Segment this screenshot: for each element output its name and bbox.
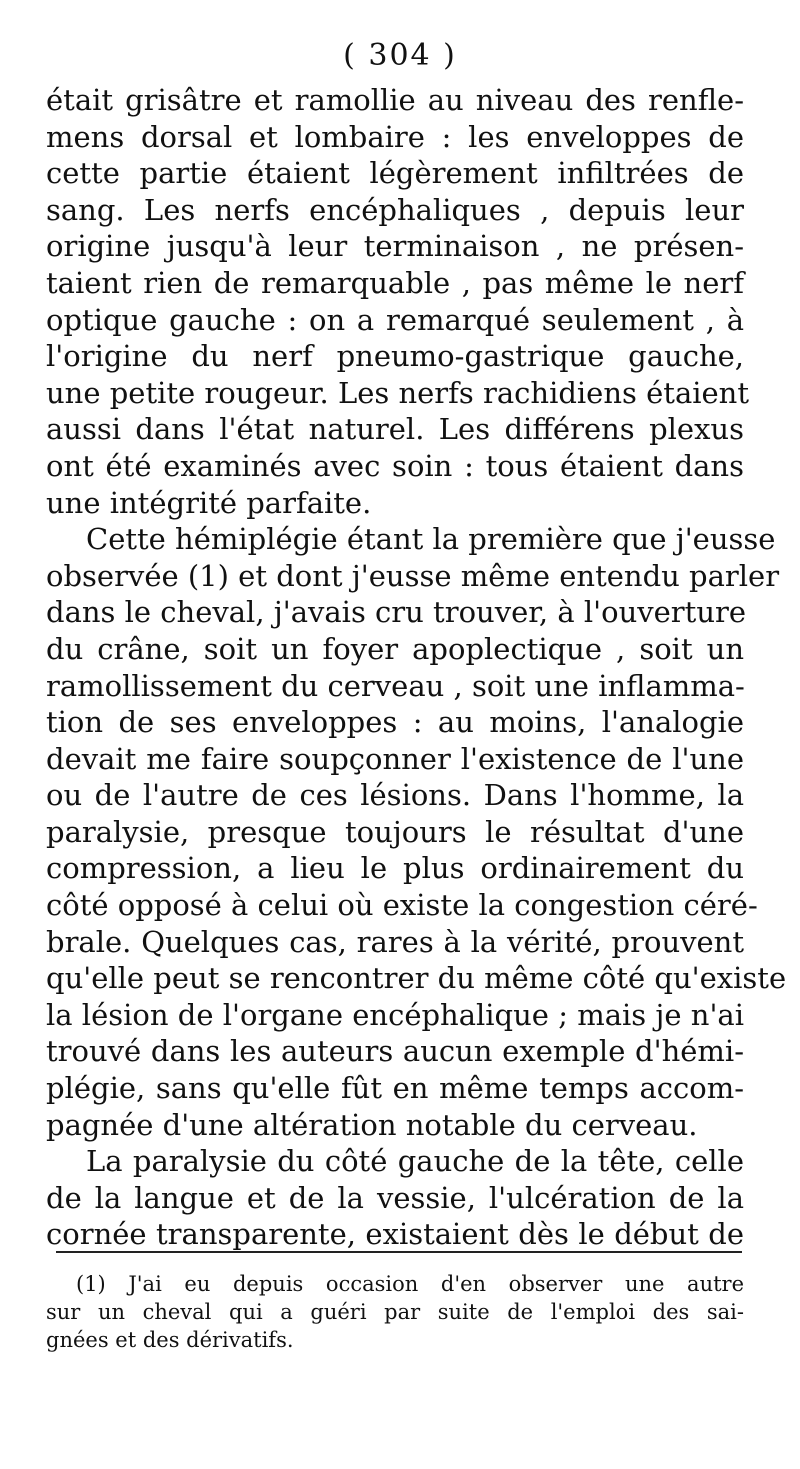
text-line: aussi dans l'état naturel. Les différens plexus (46, 412, 744, 447)
text-line: cette partie étaient légèrement infiltrées de (46, 156, 744, 191)
text-line: l'origine du nerf pneumo-gastrique gauche, (46, 339, 744, 374)
text-line: était grisâtre et ramollie au niveau des renfle- (46, 83, 744, 117)
text-line: de la langue et de la vessie, l'ulcération de la (46, 1180, 744, 1215)
text-line: paralysie, presque toujours le résultat d'une (46, 814, 744, 849)
text-line: tion de ses enveloppes : au moins, l'analogie (46, 705, 744, 740)
text-line: qu'elle peut se rencontrer du même côté qu'existe (46, 961, 787, 996)
text-line: du crâne, soit un foyer apoplectique , soit un (46, 631, 744, 666)
text-line: optique gauche : on a remarqué seulement , à (46, 302, 744, 337)
text-line: ramollissement du cerveau , soit une inflamma- (46, 668, 745, 703)
text-line: la lésion de l'organe encéphalique ; mais je n'ai (46, 997, 744, 1032)
text-line: cornée transparente, existaient dès le début de (46, 1217, 744, 1252)
footnote-rule (56, 1251, 742, 1253)
text-line: observée (1) et dont j'eusse même entendu parler (46, 558, 780, 593)
text-line: brale. Quelques cas, rares à la vérité, prouvent (46, 924, 744, 959)
page-number: ( 304 ) (343, 38, 457, 73)
footnote (46, 1270, 744, 1354)
text-line: ou de l'autre de ces lésions. Dans l'homme, la (46, 778, 744, 813)
text-line: ont été examinés avec soin : tous étaient dans (46, 448, 744, 483)
body-text (46, 82, 787, 1253)
text-line: taient rien de remarquable , pas même le nerf (46, 265, 744, 300)
text-line: sang. Les nerfs encéphaliques , depuis leur (46, 192, 744, 227)
text-line: origine jusqu'à leur terminaison , ne présen- (46, 229, 744, 264)
paragraph-start-line: La paralysie du côté gauche de la tête, celle (86, 1144, 744, 1179)
text-line: côté opposé à celui où existe la congestion céré- (46, 888, 758, 923)
paragraph-end-line: une intégrité parfaite. (46, 485, 372, 520)
text-line: compression, a lieu le plus ordinairement du (46, 851, 744, 886)
text-line: une petite rougeur. Les nerfs rachidiens étaient (46, 375, 749, 410)
text-line: plégie, sans qu'elle fût en même temps accom- (46, 1071, 744, 1106)
text-line: mens dorsal et lombaire : les enveloppes de (46, 119, 744, 154)
text-line: devait me faire soupçonner l'existence de l'une (46, 741, 744, 776)
text-line: dans le cheval, j'avais cru trouver, à l'ouverture (46, 595, 747, 630)
footnote-line: gnées et des dérivatifs. (46, 1328, 294, 1352)
paragraph-end-line: pagnée d'une altération notable du cerveau. (46, 1107, 698, 1142)
text-line: trouvé dans les auteurs aucun exemple d'hémi- (46, 1034, 744, 1069)
paragraph-start-line: Cette hémiplégie étant la première que j'eusse (86, 522, 776, 557)
footnote-line: sur un cheval qui a guéri par suite de l'emploi des sai- (46, 1300, 744, 1324)
footnote-line: (1) J'ai eu depuis occasion d'en observer une autre (76, 1272, 744, 1296)
